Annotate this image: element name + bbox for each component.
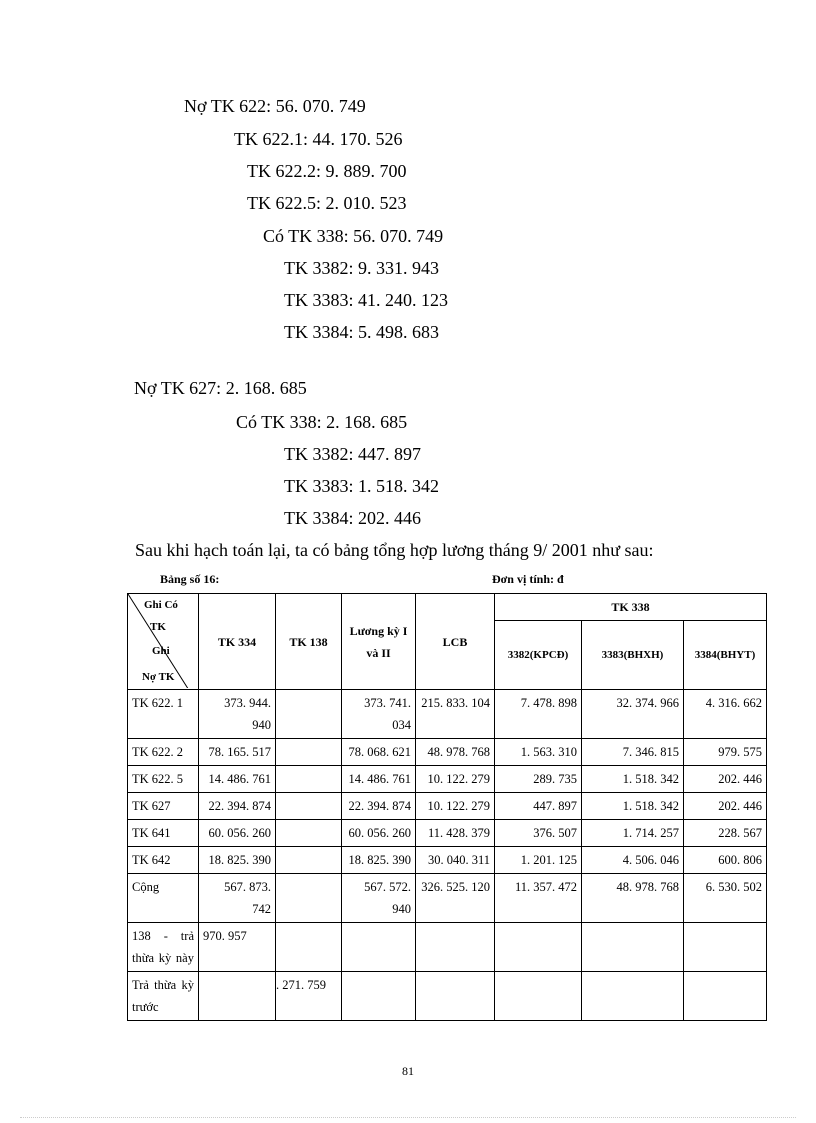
entry-line: Nợ TK 627: 2. 168. 685: [134, 378, 307, 398]
cell-lcb: [416, 972, 495, 1021]
cell-c3382: 289. 735: [495, 766, 582, 793]
row-label: TK 642: [128, 847, 199, 874]
cell-c3383: [582, 923, 684, 972]
cell-tk334: [199, 972, 276, 1021]
row-label: TK 622. 2: [128, 739, 199, 766]
cell-c3384: 6. 530. 502: [684, 874, 767, 923]
entry-line: TK 3384: 202. 446: [284, 508, 421, 528]
cell-lcb: 10. 122. 279: [416, 793, 495, 820]
cell-c3383: 32. 374. 966: [582, 690, 684, 739]
row-label: TK 641: [128, 820, 199, 847]
table-row: [128, 923, 767, 972]
row-label: TK 622. 1: [128, 690, 199, 739]
cell-c3382: [495, 972, 582, 1021]
salary-summary-table: [127, 593, 767, 1021]
cell-c3384: 202. 446: [684, 793, 767, 820]
cell-c3384: [684, 923, 767, 972]
corner-ghi: Ghi: [152, 645, 170, 657]
table-row: [128, 766, 767, 793]
cell-tk334: 373. 944. 940: [199, 690, 276, 739]
entry-line: TK 3383: 1. 518. 342: [284, 476, 439, 496]
cell-tk138: [276, 793, 342, 820]
cell-c3384: 4. 316. 662: [684, 690, 767, 739]
corner-tk: TK: [150, 621, 166, 633]
cell-tk138: [276, 690, 342, 739]
entry-line: TK 622.5: 2. 010. 523: [247, 193, 407, 213]
cell-tk334: 567. 873. 742: [199, 874, 276, 923]
entry-line: TK 3384: 5. 498. 683: [284, 322, 439, 342]
cell-lcb: 10. 122. 279: [416, 766, 495, 793]
header-lcb: LCB: [416, 594, 495, 690]
header-3383: 3383(BHXH): [582, 621, 684, 690]
cell-tk334: 18. 825. 390: [199, 847, 276, 874]
cell-lcb: [416, 923, 495, 972]
page-number: 81: [402, 1064, 414, 1078]
entry-line: Có TK 338: 56. 070. 749: [263, 226, 444, 246]
cell-c3382: [495, 923, 582, 972]
table-row: [128, 690, 767, 739]
cell-luong: 18. 825. 390: [342, 847, 416, 874]
row-label: 138 - trả thừa kỳ này: [128, 923, 199, 972]
cell-tk138: [276, 923, 342, 972]
cell-tk138: [276, 820, 342, 847]
entry-line: TK 3382: 447. 897: [284, 444, 421, 464]
cell-tk334: 78. 165. 517: [199, 739, 276, 766]
cell-tk138: [276, 766, 342, 793]
cell-luong: 22. 394. 874: [342, 793, 416, 820]
entry-line: TK 622.1: 44. 170. 526: [234, 129, 403, 149]
cell-c3382: 11. 357. 472: [495, 874, 582, 923]
header-luong: Lương kỳ I và II: [342, 594, 416, 690]
row-label: TK 627: [128, 793, 199, 820]
cell-luong: [342, 972, 416, 1021]
row-label: Trả thừa kỳ trước: [128, 972, 199, 1021]
cell-tk138: [276, 874, 342, 923]
cell-c3383: 48. 978. 768: [582, 874, 684, 923]
corner-no-tk: Nợ TK: [142, 671, 175, 683]
table-body: [128, 690, 767, 1021]
header-3384: 3384(BHYT): [684, 621, 767, 690]
header-tk334: TK 334: [199, 594, 276, 690]
cell-lcb: 11. 428. 379: [416, 820, 495, 847]
entry-line: TK 3382: 9. 331. 943: [284, 258, 439, 278]
header-tk338: TK 338: [495, 594, 767, 621]
table-row: [128, 739, 767, 766]
cell-tk138: [276, 739, 342, 766]
cell-tk334: 22. 394. 874: [199, 793, 276, 820]
entry-line: TK 3383: 41. 240. 123: [284, 290, 448, 310]
entry-line: Có TK 338: 2. 168. 685: [236, 412, 408, 432]
table-row: [128, 793, 767, 820]
unit-label: Đơn vị tính: đ: [492, 572, 564, 586]
cell-c3382: 447. 897: [495, 793, 582, 820]
header-3382: 3382(KPCĐ): [495, 621, 582, 690]
cell-c3382: 7. 478. 898: [495, 690, 582, 739]
table-row: [128, 847, 767, 874]
cell-c3383: 1. 518. 342: [582, 766, 684, 793]
cell-tk334: 14. 486. 761: [199, 766, 276, 793]
entry-line: TK 622.2: 9. 889. 700: [247, 161, 407, 181]
cell-lcb: 326. 525. 120: [416, 874, 495, 923]
cell-tk334: 970. 957: [199, 923, 276, 972]
cell-c3382: 1. 201. 125: [495, 847, 582, 874]
cell-c3384: [684, 972, 767, 1021]
entry-line: Nợ TK 622: 56. 070. 749: [184, 96, 366, 116]
row-label: TK 622. 5: [128, 766, 199, 793]
cell-luong: 373. 741. 034: [342, 690, 416, 739]
cell-c3383: 4. 506. 046: [582, 847, 684, 874]
table-label: Bảng số 16:: [160, 572, 220, 586]
row-label: Cộng: [128, 874, 199, 923]
cell-c3383: 1. 714. 257: [582, 820, 684, 847]
cell-c3383: [582, 972, 684, 1021]
cell-c3383: 1. 518. 342: [582, 793, 684, 820]
cell-lcb: 30. 040. 311: [416, 847, 495, 874]
corner-ghi-co: Ghi Có: [144, 599, 178, 611]
table-row: [128, 874, 767, 923]
cell-c3384: 228. 567: [684, 820, 767, 847]
header-tk138: TK 138: [276, 594, 342, 690]
corner-header-cell: [128, 594, 199, 690]
intro-text: Sau khi hạch toán lại, ta có bảng tổng hợp lương tháng 9/ 2001 như sau:: [135, 540, 654, 560]
cell-c3384: 979. 575: [684, 739, 767, 766]
cell-c3384: 600. 806: [684, 847, 767, 874]
cell-c3382: 1. 563. 310: [495, 739, 582, 766]
cell-tk138: [276, 847, 342, 874]
cell-lcb: 48. 978. 768: [416, 739, 495, 766]
cell-luong: [342, 923, 416, 972]
cell-tk138: . 271. 759: [276, 972, 342, 1021]
cell-c3383: 7. 346. 815: [582, 739, 684, 766]
page-bottom-line: [20, 1117, 796, 1118]
table-row: [128, 820, 767, 847]
cell-c3382: 376. 507: [495, 820, 582, 847]
cell-c3384: 202. 446: [684, 766, 767, 793]
cell-luong: 78. 068. 621: [342, 739, 416, 766]
cell-luong: 567. 572. 940: [342, 874, 416, 923]
cell-luong: 60. 056. 260: [342, 820, 416, 847]
cell-lcb: 215. 833. 104: [416, 690, 495, 739]
cell-tk334: 60. 056. 260: [199, 820, 276, 847]
table-row: [128, 972, 767, 1021]
cell-luong: 14. 486. 761: [342, 766, 416, 793]
